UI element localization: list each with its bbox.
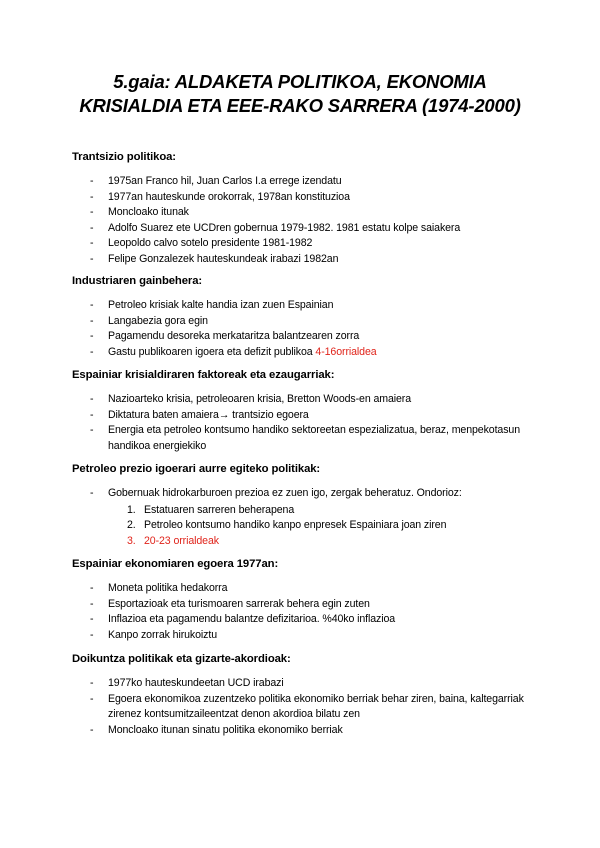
list-item [72, 486, 532, 549]
list-item: - Leopoldo calvo sotelo presidente 1981-1982 [72, 236, 532, 252]
section-industriaren-gainbehera [72, 274, 532, 360]
list-item: - Moncloako itunan sinatu politika ekonomiko berriak [72, 723, 532, 739]
list-item: - Diktatura baten amaiera→ trantsizio egoera [72, 408, 532, 424]
list-item-text: Gobernuak hidrokarburoen prezioa ez zuen igo, zergak beheratuz. Ondorioz: [108, 487, 462, 499]
item-number: 3. [127, 534, 136, 547]
section-krisialdiaren-faktoreak [72, 368, 532, 454]
item-number: 1. [127, 503, 136, 516]
list-item: - Felipe Gonzalezek hauteskundeak irabazi 1982an [72, 252, 532, 268]
bullet-list [72, 581, 532, 643]
page-reference: 4-16orrialdea [315, 345, 377, 358]
list-item: - Energia eta petroleo kontsumo handiko sektoreetan espezializatua, beraz, menpekotasun handikoa energiekiko [72, 423, 532, 454]
list-item: - Kanpo zorrak hirukoiztu [72, 628, 532, 644]
section-heading: Espainiar krisialdiraren faktoreak eta ezaugarriak: [72, 369, 335, 381]
item-text: Petroleo kontsumo handiko kanpo enpresek Espainiara joan ziren [144, 519, 447, 531]
list-item: - Egoera ekonomikoa zuzentzeko politika ekonomiko berriak behar ziren, baina, kaltegarriak zirenez kontsumitzaileentzat denon akordioa bilatu zen [72, 692, 532, 723]
item-number: 2. [127, 519, 136, 531]
list-item: - Inflazioa eta pagamendu balantze defizitarioa. %40ko inflazioa [72, 612, 532, 628]
list-item: - Nazioarteko krisia, petroleoaren krisia, Bretton Woods-en amaiera [72, 392, 532, 408]
title-line-2: KRISIALDIA ETA EEE-RAKO SARRERA (1974-2000) [79, 95, 521, 116]
numbered-list [108, 503, 532, 550]
list-item: - Adolfo Suarez ete UCDren gobernua 1979-1982. 1981 estatu kolpe saiakera [72, 221, 532, 237]
list-item: - Esportazioak eta turismoaren sarrerak behera egin zuten [72, 597, 532, 613]
page-reference: 20-23 orrialdeak [144, 534, 219, 547]
section-heading: Espainiar ekonomiaren egoera 1977an: [72, 558, 279, 570]
section-heading: Trantsizio politikoa: [72, 151, 176, 163]
list-item: - Petroleo krisiak kalte handia izan zuen Espainian [72, 298, 532, 314]
list-item: - Langabezia gora egin [72, 314, 532, 330]
list-item: - 1975an Franco hil, Juan Carlos I.a errege izendatu [72, 174, 532, 190]
numbered-item [108, 503, 532, 519]
numbered-item [108, 534, 532, 550]
section-heading: Doikuntza politikak eta gizarte-akordioak: [72, 653, 291, 665]
list-item [72, 345, 532, 361]
list-item: - 1977ko hauteskundeetan UCD irabazi [72, 676, 532, 692]
section-ekonomiaren-egoera [72, 557, 532, 643]
numbered-item [108, 518, 532, 534]
list-item: - Moncloako itunak [72, 205, 532, 221]
bullet-list [72, 486, 532, 549]
list-item: - Pagamendu desoreka merkataritza balantzearen zorra [72, 329, 532, 345]
list-item: - Moneta politika hedakorra [72, 581, 532, 597]
bullet-list [72, 174, 532, 267]
bullet-list [72, 676, 532, 738]
section-doikuntza-politikak [72, 652, 532, 738]
bullet-list [72, 298, 532, 360]
section-petroleo-politikak [72, 462, 532, 549]
section-heading: Petroleo prezio igoerari aurre egiteko politikak: [72, 463, 321, 475]
section-trantsizio-politikoa [72, 150, 532, 267]
item-text: Estatuaren sarreren beherapena [144, 503, 295, 516]
list-item-text: Gastu publikoaren igoera eta defizit publikoa [108, 345, 316, 358]
bullet-list [72, 392, 532, 454]
section-heading: Industriaren gainbehera: [72, 275, 203, 287]
title-line-1: 5.gaia: ALDAKETA POLITIKOA, EKONOMIA [113, 71, 487, 92]
page-title [40, 70, 560, 118]
list-item: - 1977an hauteskunde orokorrak, 1978an konstituzioa [72, 190, 532, 206]
